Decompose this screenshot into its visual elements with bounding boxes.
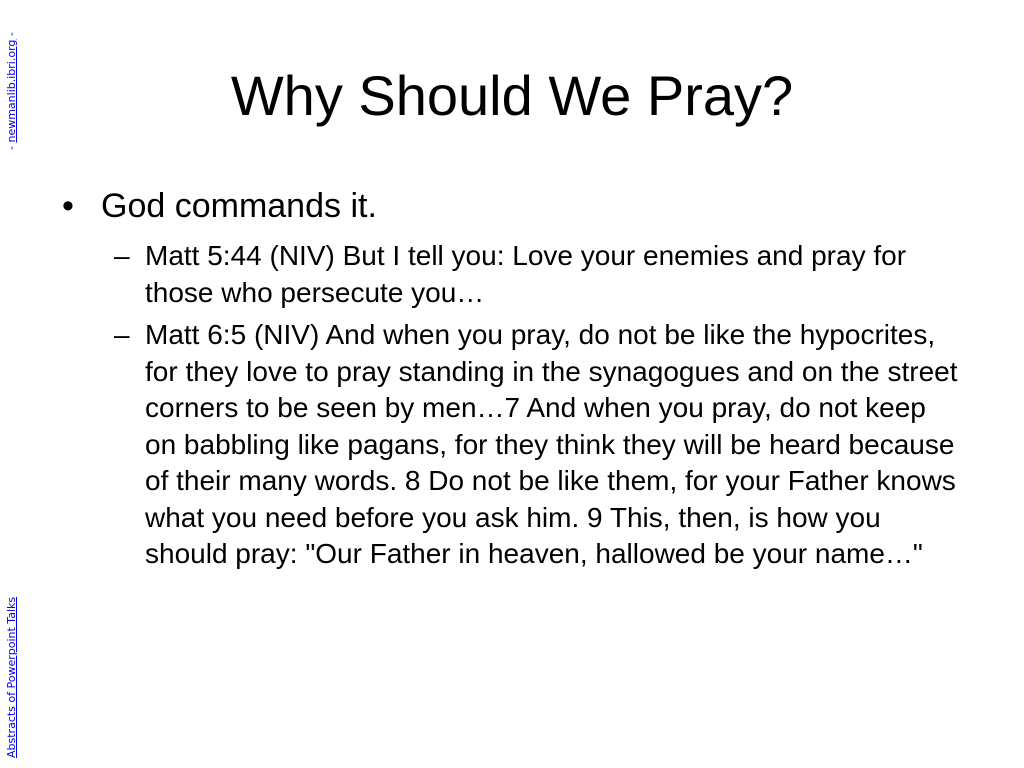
slide-content [62,184,962,579]
side-suffix: - [5,32,18,40]
sub-bullet-text: Matt 6:5 (NIV) And when you pray, do not be like the hypocrites, for they love to pray standing in the synagogues and on the street corners to be seen by men…7 And when you pray, do not keep on babbling like pagans, for they think they will be heard because of their many words. 8 Do not be like them, for your Father knows what you need before you ask him. 9 This, then, is how you should pray: "Our Father in heaven, hallowed be your name…" [145,319,958,569]
slide-title: Why Should We Pray? [230,64,794,127]
sub-bullet-matt-6-5 [114,317,960,573]
dash-marker: – [114,240,130,271]
side-prefix: - [5,142,18,150]
sub-bullet-list [62,238,962,573]
bullet-text: God commands it. [101,187,377,225]
sub-bullet-matt-5-44 [114,238,960,311]
side-watermark-bottom [5,597,18,758]
newmanlib-link[interactable]: newmanlib.ibri.org [5,39,18,143]
bullet-god-commands [62,184,962,228]
bullet-marker: • [62,187,74,225]
sub-bullet-text: Matt 5:44 (NIV) But I tell you: Love your enemies and pray for those who persecute you… [145,240,907,308]
abstracts-link[interactable]: Abstracts of Powerpoint Talks [5,596,18,758]
dash-marker: – [114,319,130,350]
side-watermark-top [5,32,18,150]
